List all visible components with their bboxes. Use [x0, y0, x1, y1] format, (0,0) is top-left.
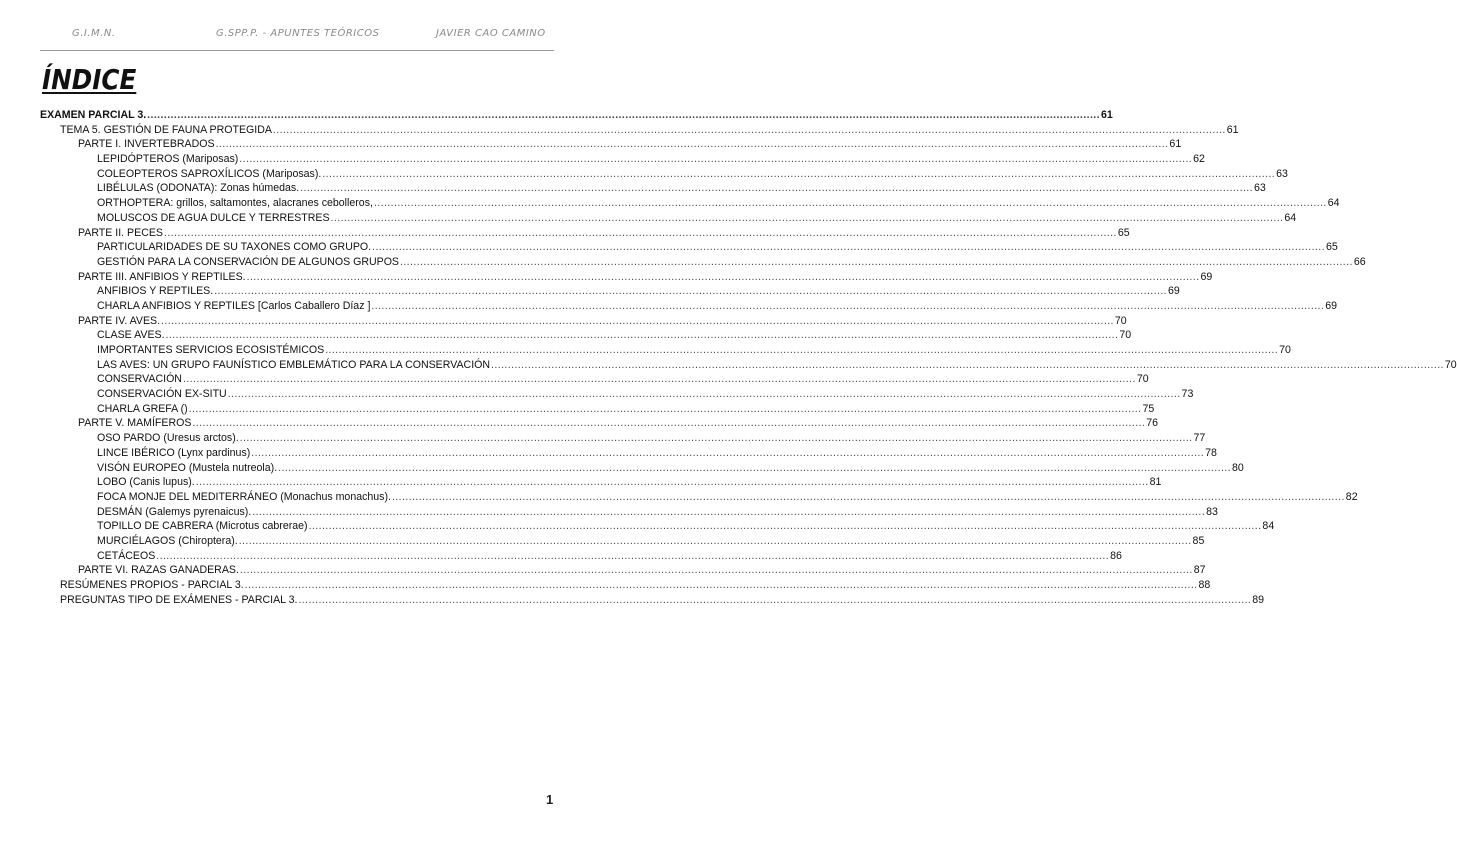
toc-dot-leader: [298, 593, 1251, 608]
toc-dot-leader: [392, 490, 1345, 505]
toc-entry-title: CLASE AVES.: [97, 329, 165, 342]
toc-dot-leader: [247, 270, 1200, 285]
toc-entry[interactable]: [40, 181, 1266, 196]
toc-dot-leader: [239, 534, 1192, 549]
toc-entry-page: 62: [1193, 153, 1205, 166]
toc-dot-leader: [183, 372, 1136, 387]
toc-entry-title: DESMÁN (Galemys pyrenaicus).: [97, 505, 252, 518]
toc-entry[interactable]: [40, 137, 1182, 152]
page-header: [40, 28, 554, 44]
toc-entry-page: 63: [1276, 167, 1288, 180]
toc-entry[interactable]: [40, 563, 1206, 578]
toc-entry-page: 65: [1325, 241, 1338, 254]
toc-dot-leader: [147, 108, 1100, 123]
toc-entry-title: GESTIÓN PARA LA CONSERVACIÓN DE ALGUNOS GRUPOS: [97, 255, 399, 268]
toc-entry-page: 61: [1101, 109, 1113, 121]
header-center: G.SPP.P. - APUNTES TEÓRICOS: [216, 28, 380, 39]
toc-entry-title: TOPILLO DE CABRERA (Microtus cabrerae): [97, 520, 308, 533]
toc-entry-page: 70: [1279, 344, 1291, 356]
toc-entry-title: PARTE IV. AVES.: [78, 314, 161, 327]
toc-entry-page: 69: [1200, 270, 1213, 283]
toc-entry[interactable]: [40, 490, 1358, 505]
toc-entry-page: 84: [1262, 520, 1275, 533]
toc-entry[interactable]: [40, 211, 1297, 226]
toc-dot-leader: [322, 167, 1275, 182]
toc-entry[interactable]: [40, 578, 1211, 593]
toc-entry[interactable]: [40, 372, 1149, 387]
toc-entry[interactable]: [40, 358, 1457, 373]
toc-dot-leader: [228, 387, 1181, 402]
toc-dot-leader: [273, 123, 1226, 138]
toc-dot-leader: [300, 181, 1253, 196]
toc-entry-title: RESÚMENES PROPIOS - PARCIAL 3.: [60, 579, 244, 591]
toc-entry-title: CETÁCEOS: [97, 549, 156, 562]
toc-entry[interactable]: [40, 549, 1122, 564]
toc-entry[interactable]: [40, 593, 1265, 608]
toc-entry-page: 70: [1119, 329, 1132, 342]
toc-dot-leader: [371, 299, 1324, 314]
toc-entry-page: 61: [1169, 138, 1182, 151]
toc-entry[interactable]: [40, 123, 1239, 138]
page-number: 1: [546, 792, 554, 807]
toc-dot-leader: [164, 226, 1117, 241]
toc-entry-page: 70: [1444, 358, 1457, 371]
header-right: JAVIER CAO CAMINO: [436, 28, 546, 39]
toc-entry-page: 73: [1181, 388, 1194, 401]
toc-entry-title: MURCIÉLAGOS (Chiroptera).: [97, 534, 238, 547]
toc-dot-leader: [400, 255, 1353, 270]
toc-entry-title: ORTHOPTERA: grillos, saltamontes, alacranes cebolleros,: [97, 197, 373, 210]
toc-dot-leader: [252, 505, 1205, 520]
toc-entry-title: PREGUNTAS TIPO DE EXÁMENES - PARCIAL 3.: [60, 593, 298, 606]
toc-dot-leader: [309, 519, 1262, 534]
toc-dot-leader: [251, 446, 1204, 461]
toc-dot-leader: [192, 416, 1145, 431]
toc-entry-page: 85: [1192, 534, 1205, 547]
toc-entry-title: ANFIBIOS Y REPTILES.: [97, 285, 214, 298]
toc-entry[interactable]: [40, 328, 1132, 343]
toc-dot-leader: [166, 328, 1119, 343]
toc-entry[interactable]: [40, 505, 1218, 520]
toc-entry[interactable]: [40, 446, 1217, 461]
toc-dot-leader: [216, 137, 1169, 152]
toc-entry-title: LEPIDÓPTEROS (Mariposas): [97, 153, 239, 166]
toc-dot-leader: [240, 431, 1193, 446]
toc-entry-title: CHARLA ANFIBIOS Y REPTILES [Carlos Caballero Díaz ]: [97, 299, 371, 312]
header-divider: [40, 50, 554, 51]
toc-entry-title: PARTE VI. RAZAS GANADERAS.: [78, 564, 239, 577]
toc-entry-page: 81: [1149, 476, 1162, 489]
toc-entry-title: PARTE II. PECES: [78, 226, 163, 239]
header-left: G.I.M.N.: [72, 28, 116, 39]
toc-entry[interactable]: [40, 152, 1205, 167]
toc-entry-page: 76: [1146, 417, 1159, 430]
toc-entry-page: 65: [1117, 226, 1130, 239]
toc-entry-title: COLEOPTEROS SAPROXÍLICOS (Mariposas).: [97, 167, 322, 180]
toc-dot-leader: [278, 461, 1231, 476]
toc-dot-leader: [240, 563, 1193, 578]
toc-entry[interactable]: [40, 387, 1194, 402]
toc-entry-page: 70: [1114, 314, 1127, 327]
toc-entry-page: 63: [1253, 182, 1266, 195]
toc-entry-title: TEMA 5. GESTIÓN DE FAUNA PROTEGIDA: [60, 123, 272, 136]
toc-entry-title: CONSERVACIÓN EX-SITU: [97, 388, 227, 401]
toc-entry-page: 70: [1136, 373, 1149, 386]
toc-entry-title: PARTE V. MAMÍFEROS: [78, 417, 192, 430]
toc-entry[interactable]: [40, 255, 1366, 270]
toc-entry[interactable]: [40, 240, 1338, 255]
toc-entry[interactable]: [40, 284, 1180, 299]
toc-entry[interactable]: [40, 343, 1291, 358]
toc-dot-leader: [214, 284, 1167, 299]
toc-entry-title: PARTE I. INVERTEBRADOS: [78, 138, 215, 151]
toc-entry[interactable]: [40, 314, 1127, 329]
toc-entry[interactable]: [40, 461, 1244, 476]
toc-entry[interactable]: [40, 534, 1205, 549]
toc-dot-leader: [196, 475, 1149, 490]
toc-entry-title: PARTE III. ANFIBIOS Y REPTILES.: [78, 270, 246, 283]
toc-entry-page: 88: [1198, 579, 1211, 591]
toc-entry-title: CONSERVACIÓN: [97, 373, 182, 386]
toc-entry-page: 64: [1284, 211, 1297, 224]
toc-entry-page: 69: [1325, 299, 1338, 312]
toc-dot-leader: [331, 211, 1284, 226]
toc-entry[interactable]: [40, 431, 1206, 446]
toc-entry-page: 75: [1142, 402, 1155, 415]
toc-entry[interactable]: [40, 226, 1130, 241]
toc-dot-leader: [161, 314, 1114, 329]
toc-dot-leader: [239, 152, 1192, 167]
toc-entry[interactable]: [40, 167, 1288, 182]
toc-entry-page: 64: [1327, 197, 1340, 210]
toc-entry[interactable]: [40, 402, 1155, 417]
toc-entry-page: 86: [1110, 549, 1122, 562]
toc-dot-leader: [189, 402, 1142, 417]
toc-entry-page: 83: [1206, 505, 1218, 518]
toc-entry-title: PARTICULARIDADES DE SU TAXONES COMO GRUPO.: [97, 241, 372, 254]
toc-entry-page: 87: [1193, 564, 1206, 577]
toc-entry[interactable]: [40, 416, 1159, 431]
toc-entry[interactable]: [40, 299, 1338, 314]
toc-dot-leader: [491, 358, 1444, 373]
toc-entry[interactable]: [40, 108, 1113, 123]
toc-dot-leader: [325, 343, 1278, 358]
toc-entry-page: 69: [1168, 285, 1180, 298]
toc-dot-leader: [245, 578, 1198, 593]
toc-entry[interactable]: [40, 196, 1340, 211]
toc-entry-title: LIBÉLULAS (ODONATA): Zonas húmedas.: [97, 182, 300, 195]
toc-entry-page: 82: [1345, 490, 1358, 503]
toc-entry-title: OSO PARDO (Uresus arctos).: [97, 432, 239, 445]
table-of-contents: [40, 108, 1457, 607]
toc-entry-title: LOBO (Canis lupus).: [97, 476, 195, 489]
toc-dot-leader: [374, 196, 1327, 211]
toc-entry-page: 61: [1226, 123, 1239, 136]
toc-dot-leader: [156, 549, 1109, 564]
toc-entry-title: MOLUSCOS DE AGUA DULCE Y TERRESTRES: [97, 211, 330, 224]
toc-entry-page: 89: [1252, 593, 1265, 606]
toc-entry[interactable]: [40, 475, 1162, 490]
toc-entry-title: CHARLA GREFA (): [97, 402, 188, 415]
toc-entry-page: 66: [1353, 255, 1366, 268]
toc-entry[interactable]: [40, 270, 1213, 285]
toc-entry[interactable]: [40, 519, 1275, 534]
toc-entry-page: 78: [1205, 446, 1217, 459]
toc-entry-title: VISÓN EUROPEO (Mustela nutreola).: [97, 461, 278, 474]
toc-entry-page: 77: [1193, 432, 1206, 445]
toc-entry-title: IMPORTANTES SERVICIOS ECOSISTÉMICOS: [97, 344, 325, 356]
toc-entry-page: 80: [1232, 461, 1244, 474]
toc-entry-title: LINCE IBÉRICO (Lynx pardinus): [97, 446, 251, 459]
page-title: ÍNDICE: [42, 63, 137, 96]
toc-entry-title: FOCA MONJE DEL MEDITERRÁNEO (Monachus monachus).: [97, 490, 391, 503]
toc-dot-leader: [372, 240, 1325, 255]
toc-entry-title: LAS AVES: UN GRUPO FAUNÍSTICO EMBLEMÁTICO PARA LA CONSERVACIÓN: [97, 358, 491, 371]
toc-entry-title: EXAMEN PARCIAL 3.: [40, 109, 147, 121]
